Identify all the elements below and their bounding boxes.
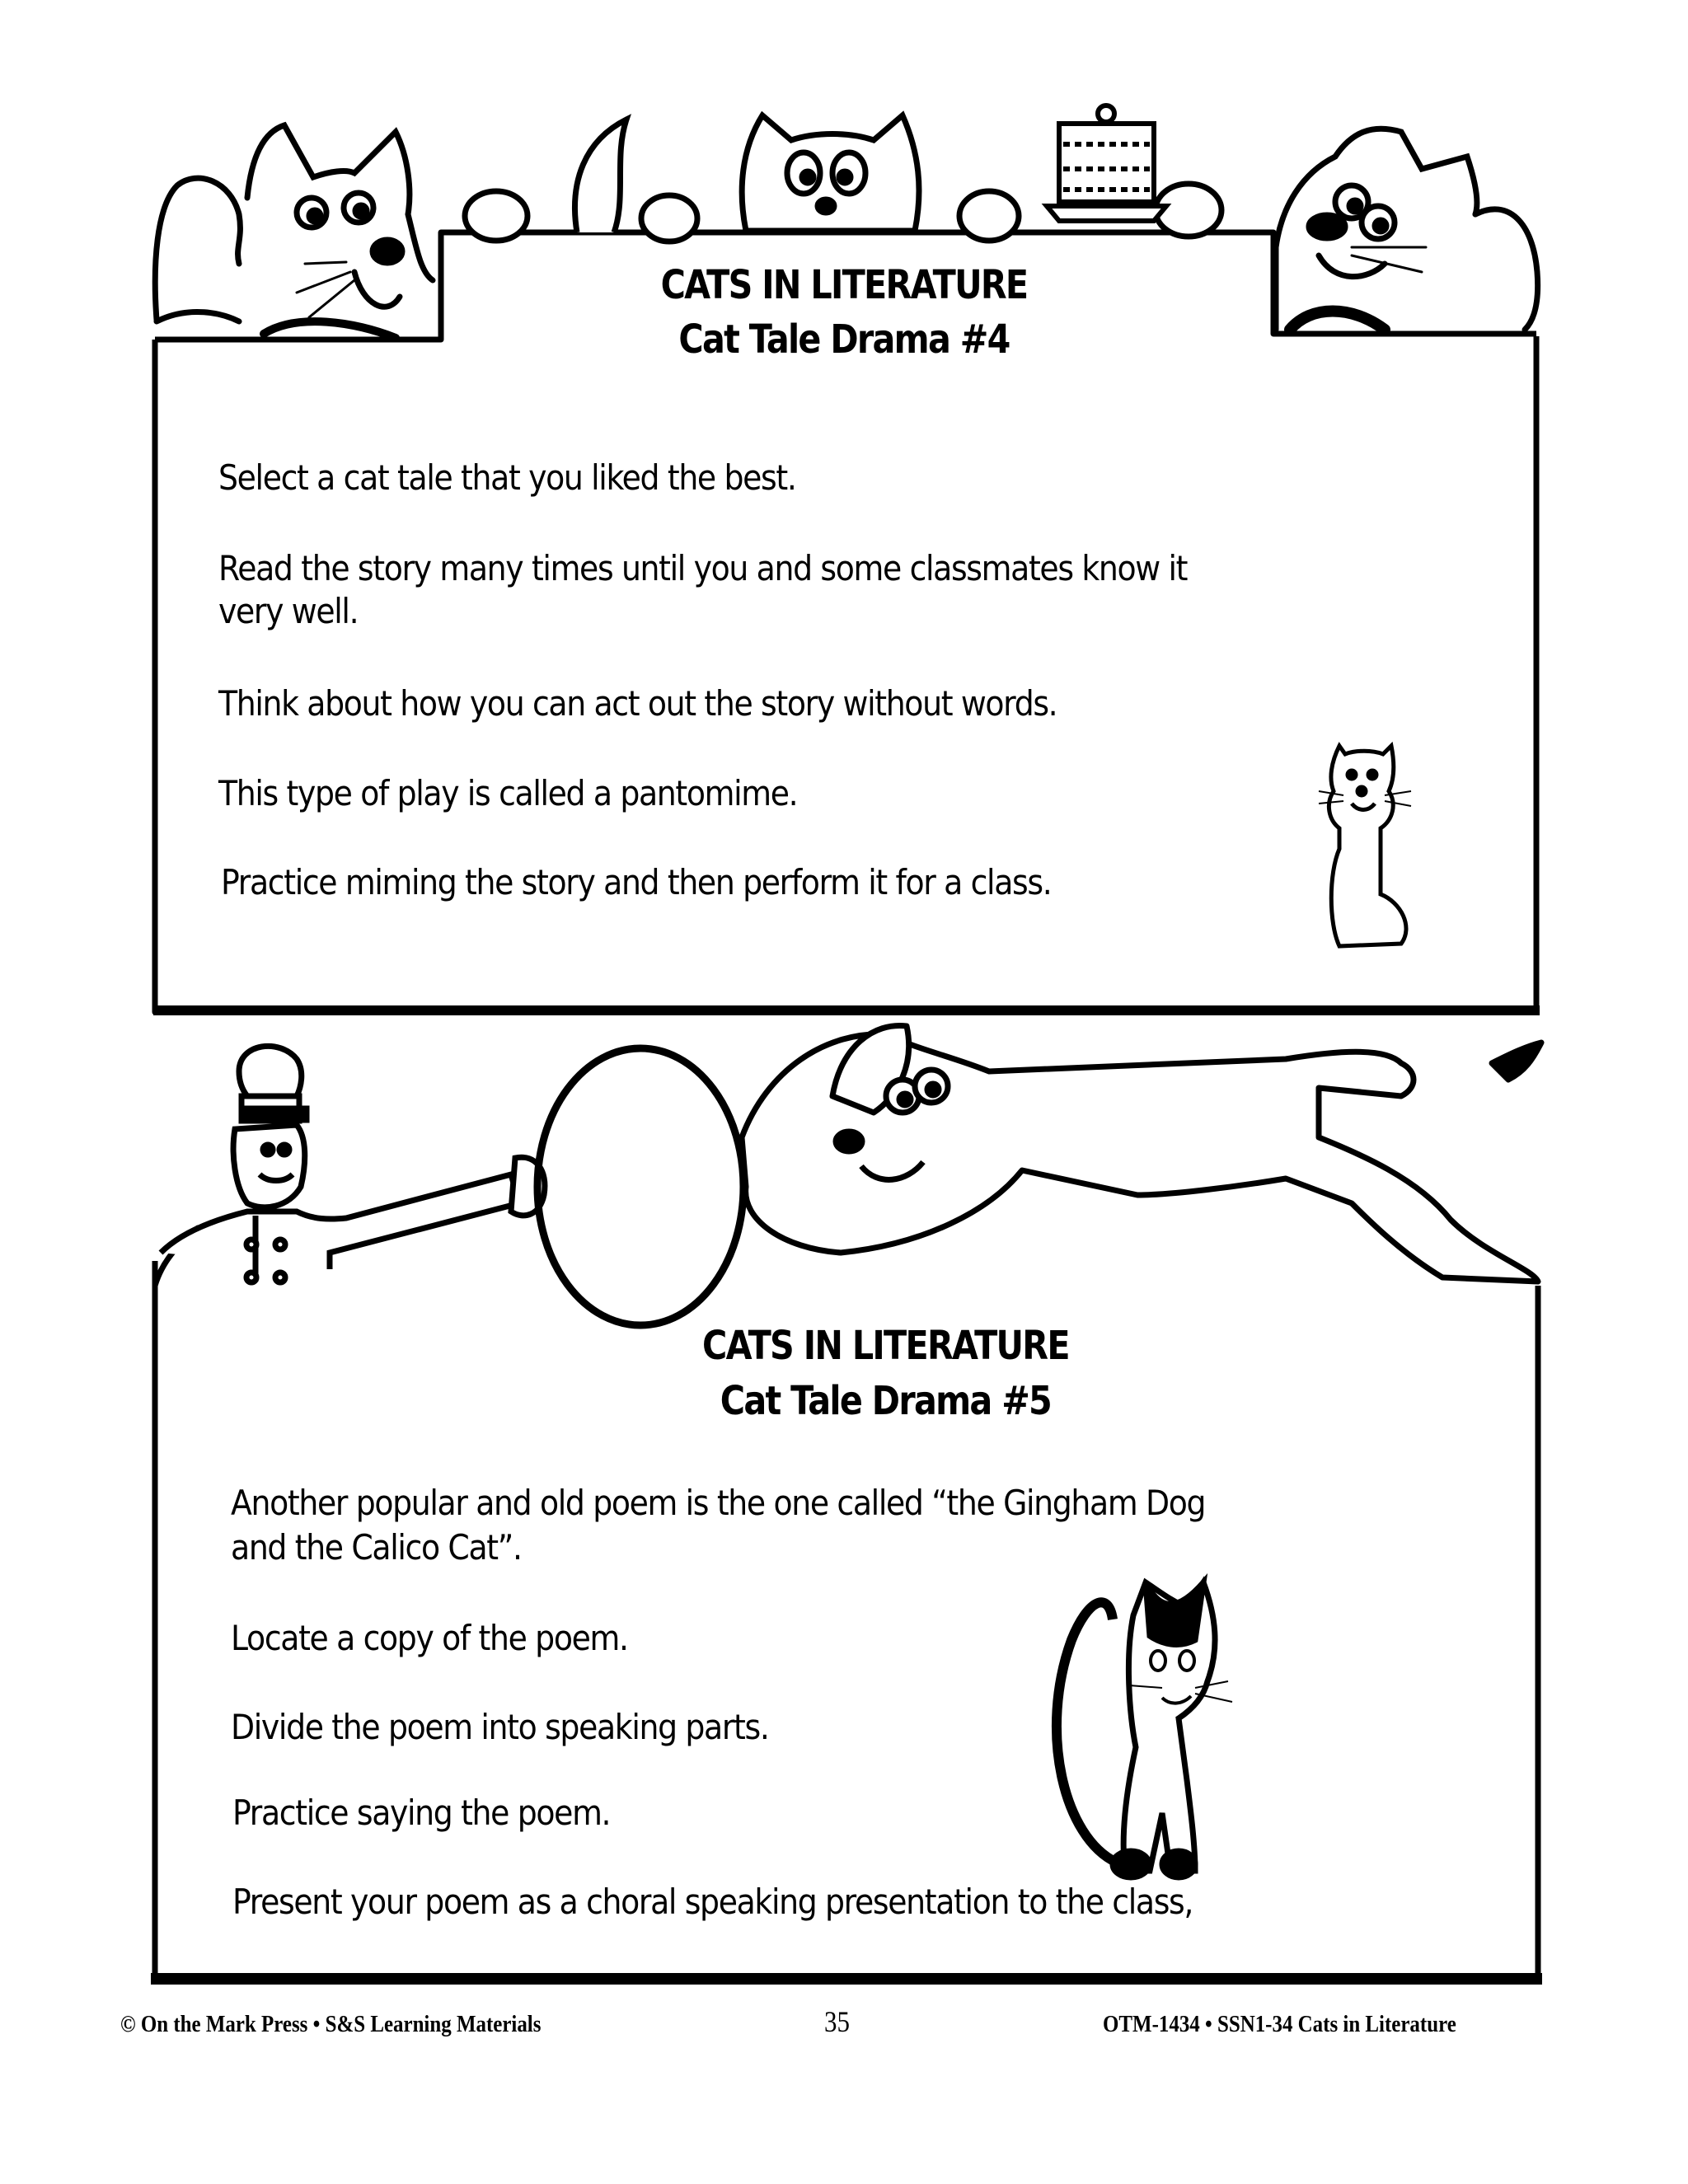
siamese-cat-icon: [1057, 1582, 1232, 1877]
section-1-heading: CATS IN LITERATURE: [660, 262, 1028, 308]
page-number: 35: [824, 2005, 850, 2038]
footer-product-code: OTM-1434 • SSN1-34 Cats in Literature: [1103, 2011, 1456, 2037]
section-1-subheading: Cat Tale Drama #4: [678, 316, 1010, 363]
instruction-think-act: Think about how you can act out the story without words.: [218, 683, 1057, 724]
footer-publisher: © On the Mark Press • S&S Learning Materials: [120, 2011, 542, 2037]
instruction-practice-miming: Practice miming the story and then perform it for a class.: [221, 862, 1052, 902]
leaping-lion-icon: [742, 1025, 1541, 1282]
section-2-heading: CATS IN LITERATURE: [702, 1323, 1069, 1369]
instruction-pantomime: This type of play is called a pantomime.: [218, 773, 798, 813]
instruction-locate-poem: Locate a copy of the poem.: [231, 1618, 628, 1658]
section-2-subheading: Cat Tale Drama #5: [720, 1378, 1052, 1424]
instruction-gingham-dog: Another popular and old poem is the one called “the Gingham Dog: [231, 1483, 1206, 1523]
instruction-divide-poem: Divide the poem into speaking parts.: [231, 1707, 769, 1747]
instruction-read-story-cont: very well.: [218, 591, 359, 631]
instruction-select-tale: Select a cat tale that you liked the best.: [218, 457, 796, 498]
instruction-practice-saying: Practice saying the poem.: [232, 1793, 611, 1833]
ringmaster-icon: [161, 1046, 545, 1282]
instruction-gingham-dog-cont: and the Calico Cat”.: [231, 1527, 522, 1568]
instruction-read-story: Read the story many times until you and some classmates know it: [218, 548, 1188, 588]
instruction-present-poem: Present your poem as a choral speaking presentation to the class,: [232, 1882, 1193, 1922]
hoop-icon: [537, 1048, 743, 1325]
